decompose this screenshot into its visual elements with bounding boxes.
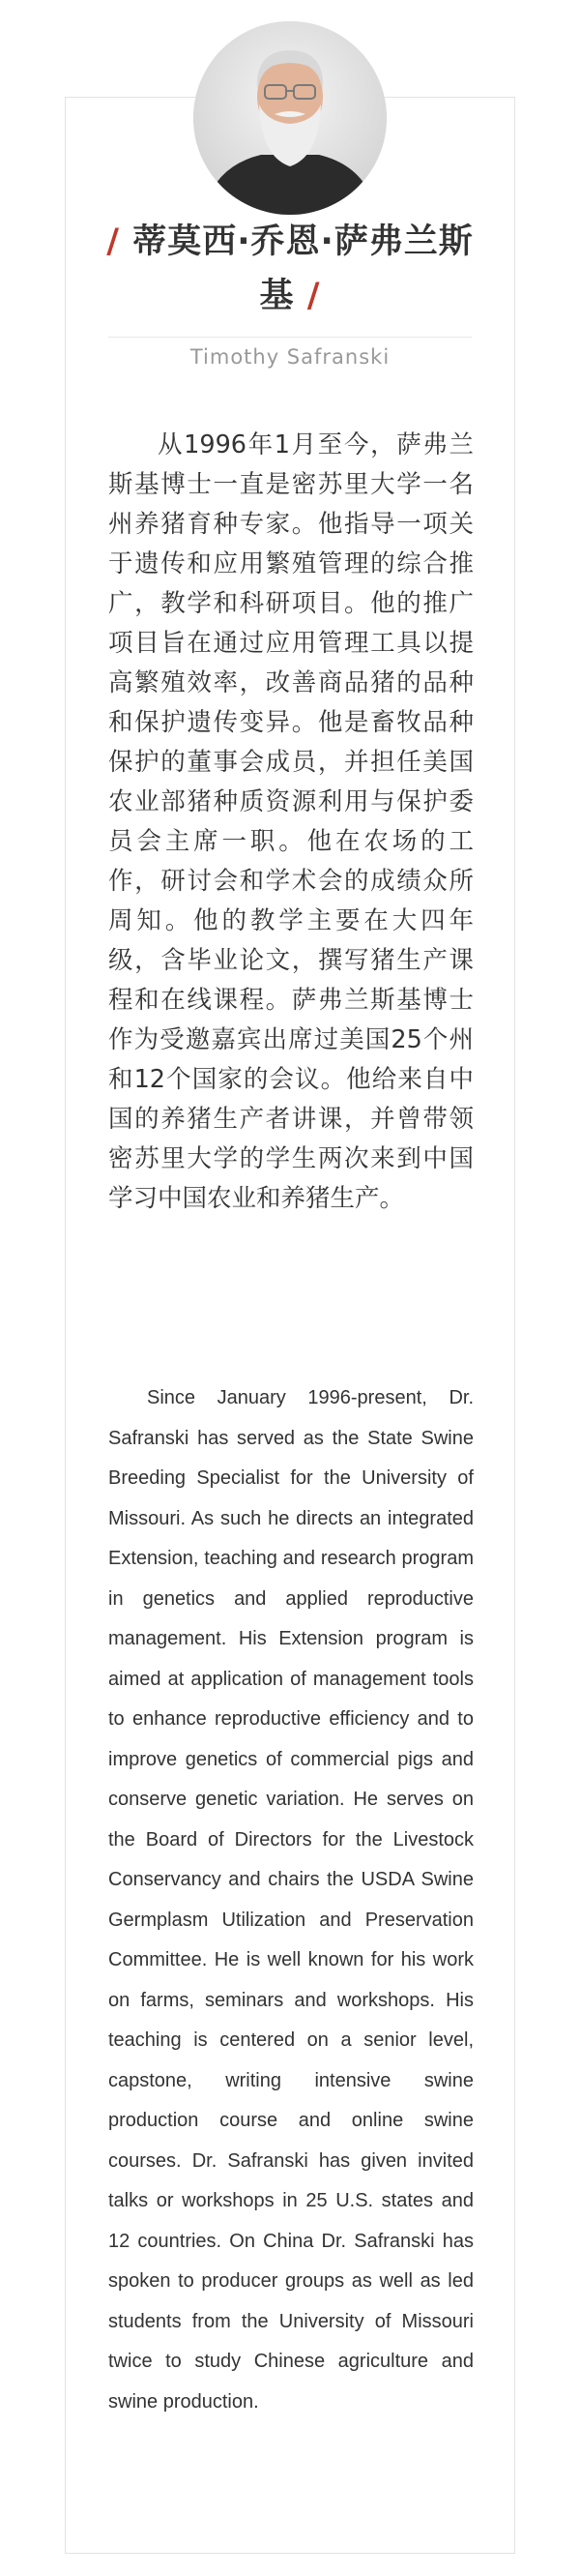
slash-decoration-left: /: [106, 222, 120, 261]
portrait-image: [193, 21, 387, 215]
title-divider: [108, 337, 472, 338]
name-english: Timothy Safranski: [189, 345, 391, 369]
avatar: [193, 21, 387, 215]
biography-english: Since January 1996-present, Dr. Safranski has served as the State Swine Breeding Specialist for the University of Missouri. As such he directs an integrated Extension, teaching and research program in genetics and applied reproductive management. His Extension program is aimed at application of management tools to enhance reproductive efficiency and to improve genetics of commercial pigs and conserve genetic variation. He serves on the Board of Directors for the Livestock Conservancy and chairs the USDA Swine Germplasm Utilization and Preservation Committee. He is well known for his work on farms, seminars and workshops. His teaching is centered on a senior level, capstone, writing intensive swine production course and online swine courses. Dr. Safranski has given invited talks or workshops in 25 U.S. states and 12 countries. On China Dr. Safranski has spoken to producer groups as well as led students from the University of Missouri twice to study Chinese agriculture and swine production.: [108, 1387, 474, 2413]
name-chinese-title: [97, 215, 483, 323]
name-chinese: 蒂莫西·乔恩·萨弗兰斯基: [132, 222, 474, 315]
slash-decoration-right: /: [306, 277, 321, 315]
biography-chinese: 从1996年1月至今，萨弗兰斯基博士一直是密苏里大学一名州养猪育种专家。他指导一项关于遗传和应用繁殖管理的综合推广，教学和科研项目。他的推广项目旨在通过应用管理工具以提高繁殖效率，改善商品猪的品种和保护遗传变异。他是畜牧品种保护的董事会成员，并担任美国农业部猪种质资源利用与保护委员会主席一职。他在农场的工作，研讨会和学术会的成绩众所周知。他的教学主要在大四年级，含毕业论文，撰写猪生产课程和在线课程。萨弗兰斯基博士作为受邀嘉宾出席过美国25个州和12个国家的会议。他给来自中国的养猪生产者讲课，并曾带领密苏里大学的学生两次来到中国学习中国农业和养猪生产。: [108, 430, 474, 1213]
